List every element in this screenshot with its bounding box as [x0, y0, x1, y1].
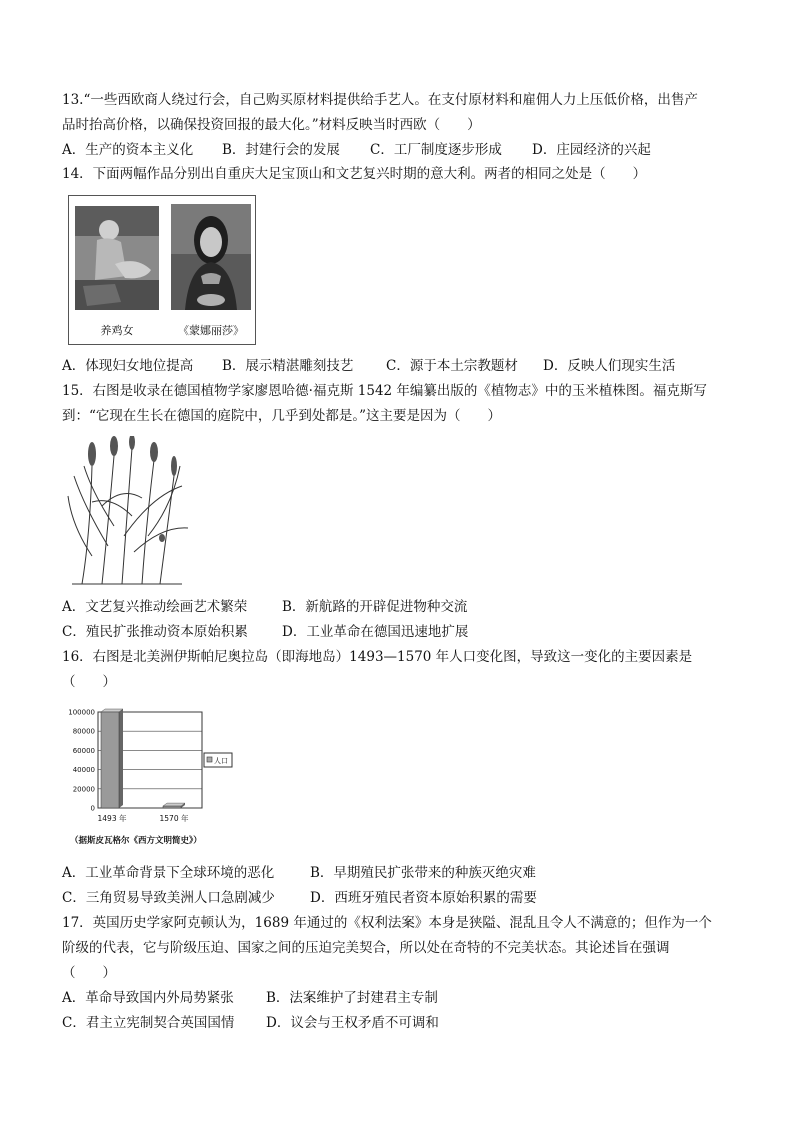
x-tick-label: 1570 年 [159, 814, 189, 823]
caption-mona-lisa: 《蒙娜丽莎》 [178, 324, 244, 337]
maize-plant-illustration [62, 436, 192, 586]
hen-keeping-woman-sculpture-image [75, 206, 159, 310]
q16-stem-line1: 16．右图是北美洲伊斯帕尼奥拉岛（即海地岛）1493—1570 年人口变化图，导致这一变化的主要因素是 [62, 649, 693, 665]
x-tick-label: 1493 年 [97, 814, 127, 823]
q13-option-b: B．封建行会的发展 [222, 142, 340, 158]
y-tick-label: 60000 [72, 746, 95, 755]
q17-stem-line1: 17．英国历史学家阿克顿认为，1689 年通过的《权利法案》本身是狭隘、混乱且令人不满意的；但作为一个 [62, 915, 712, 931]
q13-option-c: C．工厂制度逐步形成 [370, 142, 502, 158]
q15-option-c: C．殖民扩张推动资本原始积累 [62, 624, 248, 640]
q17-option-a: A．革命导致国内外局势紧张 [62, 990, 234, 1006]
population-chart [62, 700, 252, 850]
q14-option-c: C．源于本土宗教题材 [386, 358, 518, 374]
q15-option-a: A．文艺复兴推动绘画艺术繁荣 [62, 599, 248, 615]
caption-hen-keeping-woman: 养鸡女 [100, 324, 134, 337]
q17-option-c: C．君主立宪制契合英国国情 [62, 1015, 235, 1031]
y-tick-label: 80000 [72, 727, 95, 736]
bar-side [119, 709, 123, 808]
q15-stem-line2: 到：“它现在生长在德国的庭院中，几乎到处都是。”这主要是因为（ ） [62, 408, 502, 424]
q15-option-d: D．工业革命在德国迅速地扩展 [282, 624, 469, 640]
q13-stem-line2: 品时抬高价格，以确保投资回报的最大化。”材料反映当时西欧（ ） [62, 117, 481, 133]
q16-option-d: D．西班牙殖民者资本原始积累的需要 [310, 890, 537, 906]
q16-option-b: B．早期殖民扩张带来的种族灭绝灾难 [310, 865, 536, 881]
legend-swatch [207, 757, 212, 762]
q13-stem-line1: 13.“一些西欧商人绕过行会，自己购买原材料提供给手艺人。在支付原材料和雇佣人力上压低价格，出售产 [62, 92, 698, 108]
bar-2 [163, 806, 181, 808]
y-tick-label: 100000 [68, 708, 95, 717]
q14-option-a: A．体现妇女地位提高 [62, 358, 194, 374]
q14-stem-line1: 14．下面两幅作品分别出自重庆大足宝顶山和文艺复兴时期的意大利。两者的相同之处是（ ） [62, 166, 647, 182]
q14-option-b: B．展示精湛雕刻技艺 [222, 358, 354, 374]
mona-lisa-painting-image [171, 204, 251, 310]
bar-1 [101, 712, 119, 808]
q17-option-b: B．法案维护了封建君主专制 [266, 990, 438, 1006]
bar-top [163, 803, 185, 806]
q16-option-a: A．工业革命背景下全球环境的恶化 [62, 865, 275, 881]
q15-stem-line1: 15．右图是收录在德国植物学家廖恩哈德·福克斯 1542 年编纂出版的《植物志》中的玉米植株图。福克斯写 [62, 383, 707, 399]
y-tick-label: 0 [90, 804, 95, 813]
q15-option-b: B．新航路的开辟促进物种交流 [282, 599, 468, 615]
q13-option-d: D．庄园经济的兴起 [532, 142, 651, 158]
bar-top [101, 709, 123, 712]
chart-source: （据斯皮瓦格尔《西方文明简史》） [70, 836, 202, 846]
y-tick-label: 20000 [72, 785, 95, 794]
q17-option-d: D．议会与王权矛盾不可调和 [266, 1015, 439, 1031]
q14-artwork-figure [68, 195, 256, 345]
legend-label: 人口 [214, 757, 228, 765]
q13-option-a: A．生产的资本主义化 [62, 142, 194, 158]
q17-stem-line3: （ ） [62, 965, 116, 981]
q14-option-d: D．反映人们现实生活 [543, 358, 676, 374]
q16-option-c: C．三角贸易导致美洲人口急剧减少 [62, 890, 275, 906]
q17-stem-line2: 阶级的代表，它与阶级压迫、国家之间的压迫完美契合，所以处在奇特的不完美状态。其论述旨在强调 [62, 940, 670, 956]
q16-stem-line2: （ ） [62, 674, 116, 690]
y-tick-label: 40000 [72, 766, 95, 775]
